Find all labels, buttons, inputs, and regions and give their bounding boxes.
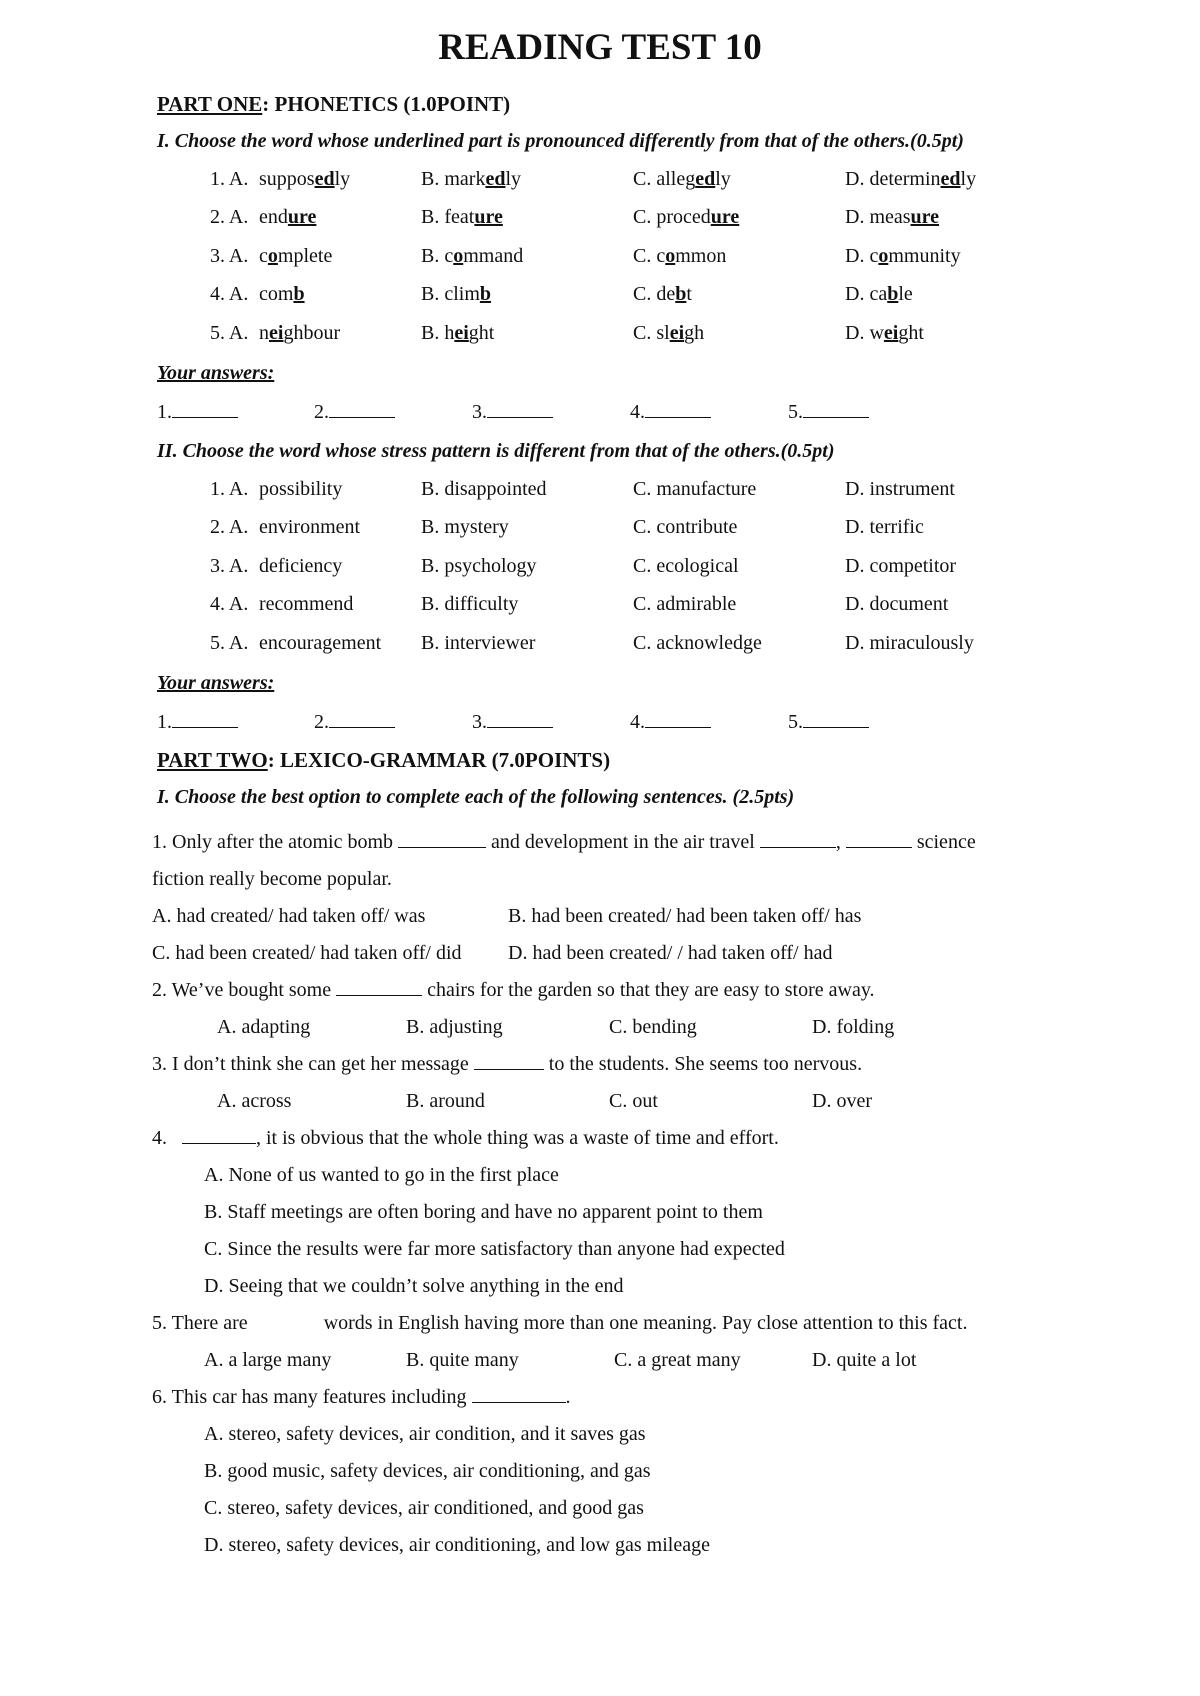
question-5-stem: 5. There are words in English having more than one meaning. Pay close attention to this fact.	[152, 1312, 968, 1334]
option-c: C. bending	[609, 1016, 697, 1038]
option-c: C. admirable	[633, 593, 737, 615]
question-3-stem: 3. I don’t think she can get her message to the students. She seems too nervous.	[152, 1053, 863, 1075]
option-a: A. across	[217, 1090, 292, 1112]
option-a: environment	[259, 516, 361, 538]
option-c: C. had been created/ had taken off/ did	[152, 942, 462, 964]
option-c: C. procedure	[633, 206, 740, 228]
option-a: A. None of us wanted to go in the first place	[204, 1164, 559, 1186]
option-b: B. feature	[421, 206, 503, 228]
option-d: D. miraculously	[845, 632, 974, 654]
question-3-options	[0, 1090, 1200, 1120]
option-a: neighbour	[259, 322, 341, 344]
question-number: 4. A.	[210, 593, 249, 615]
answer-blank[interactable]: 3.	[472, 711, 553, 734]
option-c: C. out	[609, 1090, 658, 1112]
option-c: C. debt	[633, 283, 692, 305]
option-d: D. Seeing that we couldn’t solve anything in the end	[204, 1275, 624, 1297]
option-d: D. over	[812, 1090, 872, 1112]
stress-question-row	[0, 555, 1200, 585]
option-c: C. Since the results were far more satisfactory than anyone had expected	[204, 1238, 785, 1260]
option-b: B. interviewer	[421, 632, 536, 654]
option-c: C. common	[633, 245, 727, 267]
option-a: recommend	[259, 593, 354, 615]
part-one-label: PART ONE	[157, 92, 263, 116]
answer-blank[interactable]: 2.	[314, 401, 395, 424]
option-d: D. quite a lot	[812, 1349, 917, 1371]
phonetics-question-row	[0, 245, 1200, 275]
option-d: D. weight	[845, 322, 924, 344]
option-d: D. cable	[845, 283, 913, 305]
phonetics-question-row	[0, 168, 1200, 198]
option-d: D. document	[845, 593, 949, 615]
option-d: D. had been created/ / had taken off/ had	[508, 942, 833, 964]
question-1-stem-cont: fiction really become popular.	[152, 868, 392, 890]
answer-blank[interactable]: 4.	[630, 711, 711, 734]
option-a: deficiency	[259, 555, 343, 577]
question-number: 2. A.	[210, 516, 249, 538]
question-2-stem: 2. We’ve bought some chairs for the garden so that they are easy to store away.	[152, 979, 875, 1001]
answer-blank[interactable]: 1.	[157, 401, 238, 424]
option-b: B. climb	[421, 283, 492, 305]
question-number: 4. A.	[210, 283, 249, 305]
stress-question-row	[0, 516, 1200, 546]
section-1-instruction: I. Choose the word whose underlined part is pronounced differently from that of the others.(0.5pt)	[157, 130, 964, 152]
option-a: endure	[259, 206, 317, 228]
page-title: READING TEST 10	[438, 27, 762, 68]
question-4-stem: 4. , it is obvious that the whole thing was a waste of time and effort.	[152, 1127, 779, 1149]
option-d: D. competitor	[845, 555, 957, 577]
option-c: C. stereo, safety devices, air conditioned, and good gas	[204, 1497, 644, 1519]
option-a: A. stereo, safety devices, air condition, and it saves gas	[204, 1423, 646, 1445]
part-two-label: PART TWO	[157, 748, 268, 772]
option-b: B. good music, safety devices, air conditioning, and gas	[204, 1460, 651, 1482]
question-number: 1. A.	[210, 478, 249, 500]
answers-label: Your answers:	[157, 672, 275, 694]
option-d: D. terrific	[845, 516, 924, 538]
part-one-title: : PHONETICS (1.0POINT)	[262, 92, 511, 116]
option-c: C. manufacture	[633, 478, 757, 500]
option-d: D. folding	[812, 1016, 895, 1038]
part-two-title: : LEXICO-GRAMMAR (7.0POINTS)	[267, 748, 611, 772]
option-c: C. a great many	[614, 1349, 741, 1371]
part-two-instruction: I. Choose the best option to complete each of the following sentences. (2.5pts)	[157, 786, 795, 808]
option-d: D. stereo, safety devices, air conditioning, and low gas mileage	[204, 1534, 710, 1556]
question-number: 3. A.	[210, 555, 249, 577]
answer-blanks-row	[0, 711, 1200, 741]
option-c: C. acknowledge	[633, 632, 762, 654]
option-b: B. difficulty	[421, 593, 519, 615]
option-b: B. markedly	[421, 168, 521, 190]
option-a: comb	[259, 283, 305, 305]
option-a: A. a large many	[204, 1349, 332, 1371]
option-c: C. sleigh	[633, 322, 705, 344]
option-a: A. adapting	[217, 1016, 311, 1038]
answer-blanks-row	[0, 401, 1200, 431]
answer-blank[interactable]: 2.	[314, 711, 395, 734]
option-b: B. psychology	[421, 555, 537, 577]
question-1-stem: 1. Only after the atomic bomb and development in the air travel , science	[152, 831, 976, 853]
option-c: C. contribute	[633, 516, 738, 538]
option-a: supposedly	[259, 168, 351, 190]
option-d: D. determinedly	[845, 168, 977, 190]
stress-question-row	[0, 478, 1200, 508]
question-number: 5. A.	[210, 322, 249, 344]
option-c: C. allegedly	[633, 168, 731, 190]
section-2-instruction: II. Choose the word whose stress pattern is different from that of the others.(0.5pt)	[157, 440, 835, 462]
option-b: B. Staff meetings are often boring and have no apparent point to them	[204, 1201, 763, 1223]
question-number: 5. A.	[210, 632, 249, 654]
stress-question-row	[0, 593, 1200, 623]
answer-blank[interactable]: 1.	[157, 711, 238, 734]
part-one-heading	[157, 92, 510, 117]
option-b: B. mystery	[421, 516, 509, 538]
option-b: B. adjusting	[406, 1016, 503, 1038]
option-b: B. around	[406, 1090, 485, 1112]
option-b: B. command	[421, 245, 524, 267]
answer-blank[interactable]: 3.	[472, 401, 553, 424]
part-two-heading	[157, 748, 610, 773]
question-number: 2. A.	[210, 206, 249, 228]
option-a: A. had created/ had taken off/ was	[152, 905, 426, 927]
stress-question-row	[0, 632, 1200, 662]
option-b: B. quite many	[406, 1349, 519, 1371]
option-c: C. ecological	[633, 555, 739, 577]
option-d: D. community	[845, 245, 961, 267]
answer-blank[interactable]: 4.	[630, 401, 711, 424]
option-a: encouragement	[259, 632, 382, 654]
phonetics-question-row	[0, 283, 1200, 313]
option-b: B. height	[421, 322, 495, 344]
option-a: complete	[259, 245, 333, 267]
question-number: 1. A.	[210, 168, 249, 190]
phonetics-question-row	[0, 322, 1200, 352]
answers-label: Your answers:	[157, 362, 275, 384]
option-a: possibility	[259, 478, 343, 500]
answer-blank[interactable]: 5.	[788, 401, 869, 424]
option-b: B. disappointed	[421, 478, 547, 500]
question-6-stem: 6. This car has many features including .	[152, 1386, 571, 1408]
question-number: 3. A.	[210, 245, 249, 267]
option-d: D. instrument	[845, 478, 955, 500]
option-d: D. measure	[845, 206, 940, 228]
phonetics-question-row	[0, 206, 1200, 236]
question-5-options	[0, 1349, 1200, 1379]
option-b: B. had been created/ had been taken off/ has	[508, 905, 862, 927]
question-2-options	[0, 1016, 1200, 1046]
answer-blank[interactable]: 5.	[788, 711, 869, 734]
